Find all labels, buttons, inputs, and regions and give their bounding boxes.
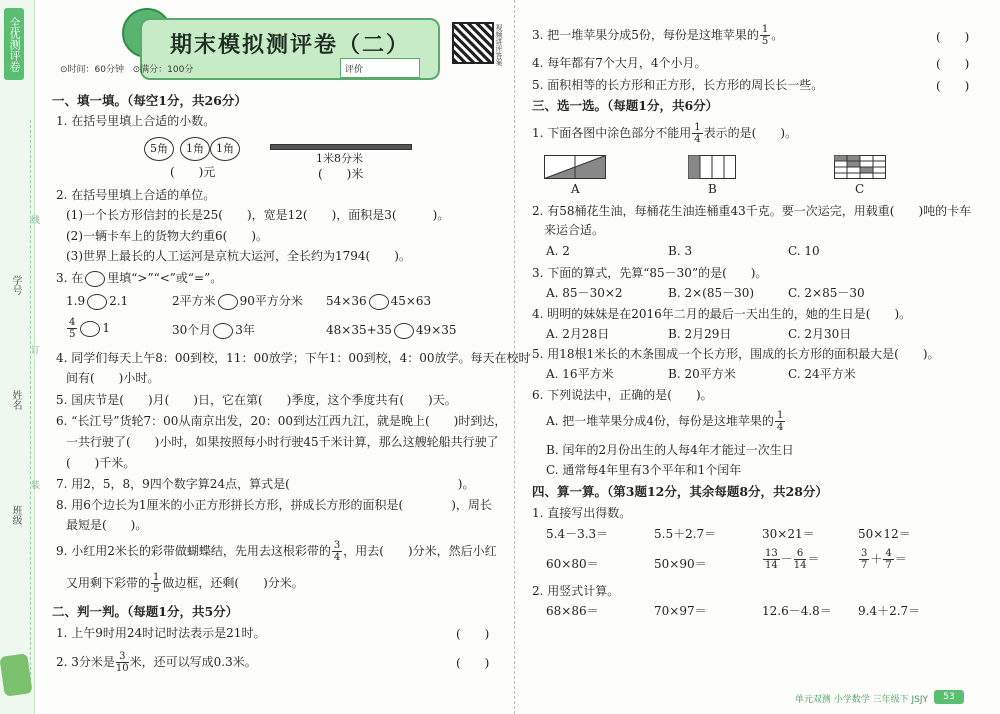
calc-item: 50×12＝ xyxy=(858,527,911,541)
question-1-4: 4. 同学们每天上午8：00到校，11：00放学；下午1：00到校，4：00放学。每天在校时 xyxy=(56,351,531,365)
figure-label: C xyxy=(855,182,865,196)
score-label: ⊙满分：100分 xyxy=(132,65,194,75)
cut-line xyxy=(30,120,31,680)
compare-circle-icon xyxy=(213,323,233,339)
question-1-6-cont: 一共行驶了( )小时，如果按照每小时行驶45千米计算，那么这艘轮船共行驶了 xyxy=(66,435,499,449)
calc-item: 60×80＝ xyxy=(546,557,599,571)
calc-fraction: $\frac{3}{7}$ ＋ $\frac{4}{7}$ ＝ xyxy=(861,548,907,571)
question-3-5: 5. 用18根1米长的木条围成一个长方形，围成的长方形的面积最大是( )。 xyxy=(532,347,940,361)
page-number: 53 xyxy=(934,690,964,704)
compare-circle-icon xyxy=(87,294,107,310)
question-1-9-cont: 又用剩下彩带的 $\frac{1}{5}$ 做边框，还剩( )分米。 xyxy=(66,572,304,595)
answer-blank[interactable]: ( ) xyxy=(936,30,970,44)
option-b[interactable]: B. 20平方米 xyxy=(668,367,736,381)
section-3-title: 三、选一选。（每题1分，共6分） xyxy=(532,98,719,113)
option-a[interactable]: A. 2 xyxy=(546,244,570,258)
question-1-9: 9. 小红用2米长的彩带做蝴蝶结，先用去这根彩带的 $\frac{3}{4}$ ，用去( )分米，然后小红 xyxy=(56,540,497,563)
question-3-4: 4. 明明的妹妹是在2016年二月的最后一天出生的，她的生日是( )。 xyxy=(532,307,912,321)
binding-strip xyxy=(0,0,39,714)
calc-item: 5.4－3.3＝ xyxy=(546,527,609,541)
question-1-8: 8. 用6个边长为1厘米的小正方形拼长方形，拼成长方形的面积是( )，周长 xyxy=(56,498,492,512)
question-2-2: 2. 3分米是 $\frac{3}{10}$ 米，还可以写成0.3米。 xyxy=(56,651,257,674)
question-3-2-cont: 来运合适。 xyxy=(544,223,605,237)
option-c[interactable]: C. 2月30日 xyxy=(788,327,852,341)
coin-1jiao: 1角 xyxy=(210,137,240,161)
time-label: ⊙时间：60分钟 xyxy=(60,65,124,75)
answer-blank[interactable]: ( )米 xyxy=(318,167,364,181)
compare-item: 1.9 2.1 xyxy=(66,294,129,308)
figure-label: A xyxy=(571,182,580,196)
option-a[interactable]: A. 2月28日 xyxy=(546,327,610,341)
compare-item: 30个月 3年 xyxy=(172,323,255,337)
question-2-4: 4. 每年都有7个大月，4个小月。 xyxy=(532,56,707,70)
answer-blank[interactable]: ( ) xyxy=(456,627,490,641)
option-b[interactable]: B. 闰年的2月份出生的人每4年才能过一次生日 xyxy=(546,443,794,457)
option-c[interactable]: C. 2×85－30 xyxy=(788,286,865,300)
ruler-bar xyxy=(270,144,412,150)
question-1-6: 6. “长江号”货轮7：00从南京出发，20：00到达江西九江，就是晚上( )时到达， xyxy=(56,414,507,428)
option-c[interactable]: C. 24平方米 xyxy=(788,367,856,381)
compare-circle-icon xyxy=(80,321,100,337)
figure-label: B xyxy=(708,182,717,196)
class-label: 班级 xyxy=(10,505,21,525)
question-4-2: 2. 用竖式计算。 xyxy=(532,584,620,598)
compare-item: $\frac{4}{5}$ 1 xyxy=(69,317,111,340)
name-label: 姓名 xyxy=(10,390,21,410)
brand-label: 全优测评卷 xyxy=(4,8,24,80)
time-score-info xyxy=(60,62,193,75)
question-1-4-cont: 间有( )小时。 xyxy=(66,371,160,385)
coin-5jiao: 5角 xyxy=(144,137,174,161)
seal-mark: 线 xyxy=(29,215,39,224)
figure-b xyxy=(688,155,736,179)
compare-circle-icon xyxy=(394,323,414,339)
question-1-8-cont: 最短是( )。 xyxy=(66,518,148,532)
option-c[interactable]: C. 10 xyxy=(788,244,820,258)
evaluation-box xyxy=(340,58,420,78)
option-b[interactable]: B. 3 xyxy=(668,244,693,258)
calc-item: 9.4＋2.7＝ xyxy=(858,604,921,618)
calc-item: 50×90＝ xyxy=(654,557,707,571)
section-4-title: 四、算一算。（第3题12分，其余每题8分，共28分） xyxy=(532,484,828,499)
question-1-5: 5. 国庆节是( )月( )日，它在第( )季度，这个季度共有( )天。 xyxy=(56,393,457,407)
student-number-label: 学号 xyxy=(10,275,21,295)
compare-item: 2平方米 90平方分米 xyxy=(172,294,303,308)
evaluation-label: 评价 xyxy=(345,65,364,75)
option-a[interactable]: A. 16平方米 xyxy=(546,367,614,381)
option-a[interactable]: A. 把一堆苹果分成4份，每份是这堆苹果的 $\frac{1}{4}$ xyxy=(546,410,784,433)
answer-blank[interactable]: ( ) xyxy=(936,79,970,93)
question-2-3: 3. 把一堆苹果分成5份，每份是这堆苹果的 $\frac{1}{5}$ 。 xyxy=(532,24,784,47)
question-3-6: 6. 下列说法中，正确的是( )。 xyxy=(532,388,713,402)
calc-item: 30×21＝ xyxy=(762,527,815,541)
calc-item: 12.6－4.8＝ xyxy=(762,604,832,618)
question-1-2b: (2)一辆卡车上的货物大约重6( )。 xyxy=(66,229,268,243)
coin-1jiao: 1角 xyxy=(180,137,210,161)
option-b[interactable]: B. 2×(85－30) xyxy=(668,286,755,300)
question-2-5: 5. 面积相等的长方形和正方形，长方形的周长长一些。 xyxy=(532,78,824,92)
section-2-title: 二、判一判。（每题1分，共5分） xyxy=(52,604,239,619)
question-1-2a: (1)一个长方形信封的长是25( )，宽是12( )，面积是3( )。 xyxy=(66,208,450,222)
seal-mark: 订 xyxy=(29,345,39,354)
ruler-label: 1米8分米 xyxy=(316,152,363,165)
compare-item: 48×35+35 49×35 xyxy=(326,323,457,337)
answer-blank[interactable]: ( ) xyxy=(936,57,970,71)
compare-circle-icon xyxy=(369,294,389,310)
question-1-6-cont: ( )千米。 xyxy=(66,456,136,470)
option-c[interactable]: C. 通常每4年里有3个平年和1个闰年 xyxy=(546,463,742,477)
logo-badge xyxy=(0,653,33,697)
figure-a xyxy=(544,155,606,179)
qr-caption: 视频讲评答案 xyxy=(495,24,503,66)
question-3-1: 1. 下面各图中涂色部分不能用 $\frac{1}{4}$ 表示的是( )。 xyxy=(532,122,798,145)
section-1-title: 一、填一填。（每空1分，共26分） xyxy=(52,93,247,108)
question-1-2: 2. 在括号里填上合适的单位。 xyxy=(56,188,216,202)
footer-text: 单元双测 小学数学 三年级下 JSJY xyxy=(794,695,928,705)
question-3-2: 2. 有58桶花生油，每桶花生油连桶重43千克。要一次运完，用载重( )吨的卡车 xyxy=(532,204,972,218)
calc-fraction: $\frac{13}{14}$ － $\frac{6}{14}$ ＝ xyxy=(765,548,820,571)
question-3-3: 3. 下面的算式，先算“85－30”的是( )。 xyxy=(532,266,768,280)
calc-item: 5.5＋2.7＝ xyxy=(654,527,717,541)
qr-code-icon[interactable] xyxy=(452,22,494,64)
question-2-1: 1. 上午9时用24时记时法表示是21时。 xyxy=(56,626,266,640)
option-a[interactable]: A. 85－30×2 xyxy=(546,286,623,300)
question-1-2c: (3)世界上最长的人工运河是京杭大运河，全长约为1794( )。 xyxy=(66,249,411,263)
seal-mark: 装 xyxy=(29,480,39,489)
question-1-7: 7. 用2，5，8，9四个数字算24点，算式是( )。 xyxy=(56,477,475,491)
compare-circle-icon xyxy=(218,294,238,310)
calc-item: 68×86＝ xyxy=(546,604,599,618)
question-1-1: 1. 在括号里填上合适的小数。 xyxy=(56,114,216,128)
page-title: 期末模拟测评卷（二） xyxy=(169,32,410,58)
answer-blank[interactable]: ( ) xyxy=(456,656,490,670)
compare-item: 54×36 45×63 xyxy=(326,294,432,308)
answer-blank[interactable]: ( )元 xyxy=(170,165,216,179)
calc-item: 70×97＝ xyxy=(654,604,707,618)
figure-c xyxy=(834,155,886,179)
question-4-1: 1. 直接写出得数。 xyxy=(532,506,632,520)
compare-circle-icon xyxy=(85,271,105,287)
option-b[interactable]: B. 2月29日 xyxy=(668,327,732,341)
question-1-3: 3. 在 里填“>”“<”或“=”。 xyxy=(56,271,223,285)
